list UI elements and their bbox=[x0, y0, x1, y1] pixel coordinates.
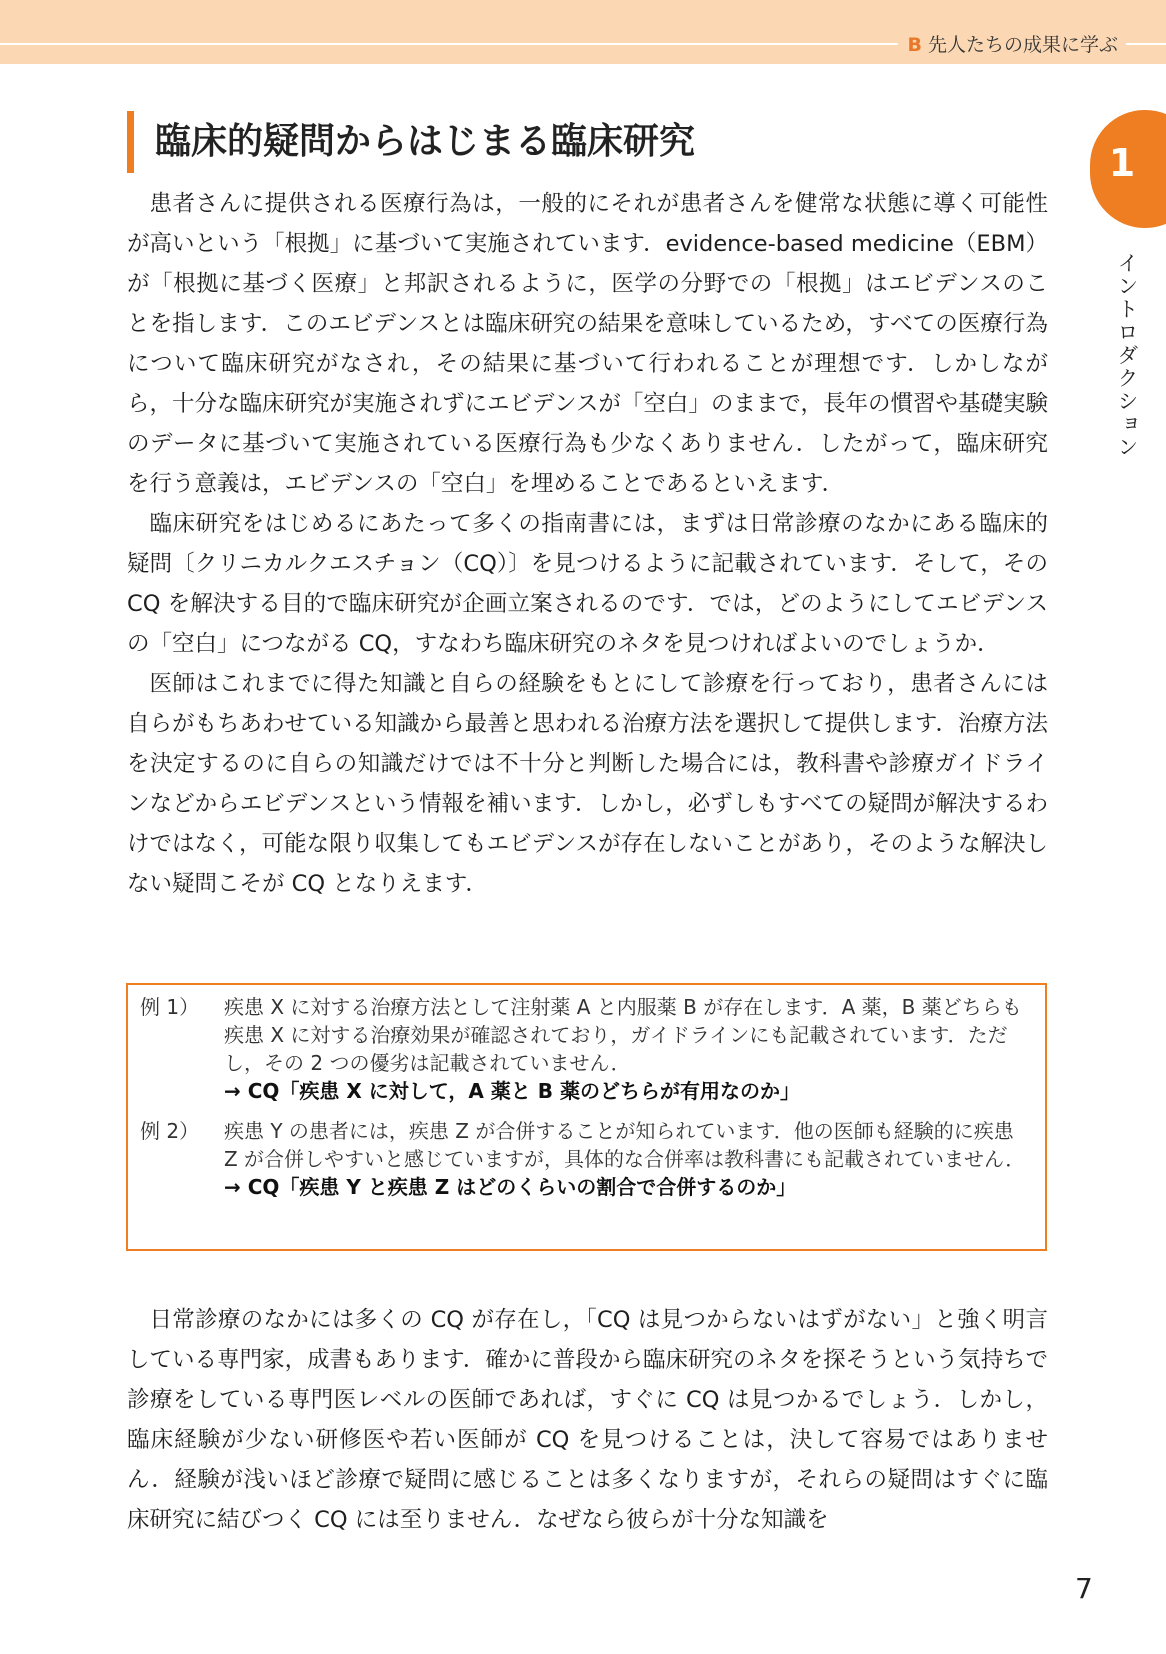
example-text: 疾患 X に対する治療方法として注射薬 A と内服薬 B が存在します．A 薬，B 薬どちらも疾患 X に対する治療効果が確認されており，ガイドラインにも記載されています．ただし，その 2 つの優劣は記載されていません． bbox=[224, 995, 1022, 1075]
example-item bbox=[140, 1117, 1031, 1201]
section-letter: B bbox=[907, 34, 922, 56]
chapter-number: 1 bbox=[1108, 141, 1136, 185]
example-label: 例 2） bbox=[140, 1119, 200, 1143]
paragraph: 臨床研究をはじめるにあたって多くの指南書には，まずは日常診療のなかにある臨床的疑問〔クリニカルクエスチョン（CQ）〕を見つけるように記載されています．そして，その CQ を解決する目的で臨床研究が企画立案されるのです．では，どのようにしてエビデンスの「空白」につながる CQ，すなわち臨床研究のネタを見つければよいのでしょうか． bbox=[127, 511, 1048, 657]
paragraph: 患者さんに提供される医療行為は，一般的にそれが患者さんを健常な状態に導く可能性が高いという「根拠」に基づいて実施されています．evidence-based medicine（EBM）が「根拠に基づく医療」と邦訳されるように，医学の分野での「根拠」はエビデンスのことを指します．このエビデンスとは臨床研究の結果を意味しているため，すべての医療行為について臨床研究がなされ，その結果に基づいて行われることが理想です．しかしながら，十分な臨床研究が実施されずにエビデンスが「空白」のままで，長年の慣習や基礎実験のデータに基づいて実施されている医療行為も少なくありません．したがって，臨床研究を行う意義は，エビデンスの「空白」を埋めることであるといえます． bbox=[127, 191, 1048, 497]
paragraph: 医師はこれまでに得た知識と自らの経験をもとにして診療を行っており，患者さんには自らがもちあわせている知識から最善と思われる治療方法を選択して提供します．治療方法を決定するのに自らの知識だけでは不十分と判断した場合には，教科書や診療ガイドラインなどからエビデンスという情報を補います．しかし，必ずしもすべての疑問が解決するわけではなく，可能な限り収集してもエビデンスが存在しないことがあり，そのような解決しない疑問こそが CQ となりえます． bbox=[127, 671, 1048, 897]
continuation-text bbox=[127, 1300, 1048, 1540]
running-header bbox=[898, 33, 1127, 57]
example-label: 例 1） bbox=[140, 995, 200, 1019]
page-number: 7 bbox=[1075, 1572, 1093, 1605]
example-cq: → CQ「疾患 X に対して，A 薬と B 薬のどちらが有用なのか」 bbox=[224, 1079, 800, 1103]
paragraph: 日常診療のなかには多くの CQ が存在し，「CQ は見つからないはずがない」と強く明言している専門家，成書もあります．確かに普段から臨床研究のネタを探そうという気持ちで診療をしている専門医レベルの医師であれば，すぐに CQ は見つかるでしょう．しかし，臨床経験が少ない研修医や若い医師が CQ を見つけることは，決して容易ではありません．経験が浅いほど診療で疑問に感じることは多くなりますが，それらの疑問はすぐに臨床研究に結びつく CQ には至りません．なぜなら彼らが十分な知識を bbox=[127, 1307, 1048, 1533]
section-title: 先人たちの成果に学ぶ bbox=[927, 34, 1118, 56]
example-box bbox=[126, 983, 1047, 1251]
title-accent-bar bbox=[127, 111, 134, 173]
page-title: 臨床的疑問からはじまる臨床研究 bbox=[155, 121, 696, 162]
main-text bbox=[127, 184, 1048, 904]
example-item bbox=[140, 993, 1031, 1105]
chapter-label: イントロダクション bbox=[1115, 252, 1139, 459]
example-cq: → CQ「疾患 Y と疾患 Z はどのくらいの割合で合併するのか」 bbox=[224, 1175, 797, 1199]
example-text: 疾患 Y の患者には，疾患 Z が合併することが知られています．他の医師も経験的に疾患 Z が合併しやすいと感じていますが，具体的な合併率は教科書にも記載されていません． bbox=[224, 1119, 1026, 1171]
